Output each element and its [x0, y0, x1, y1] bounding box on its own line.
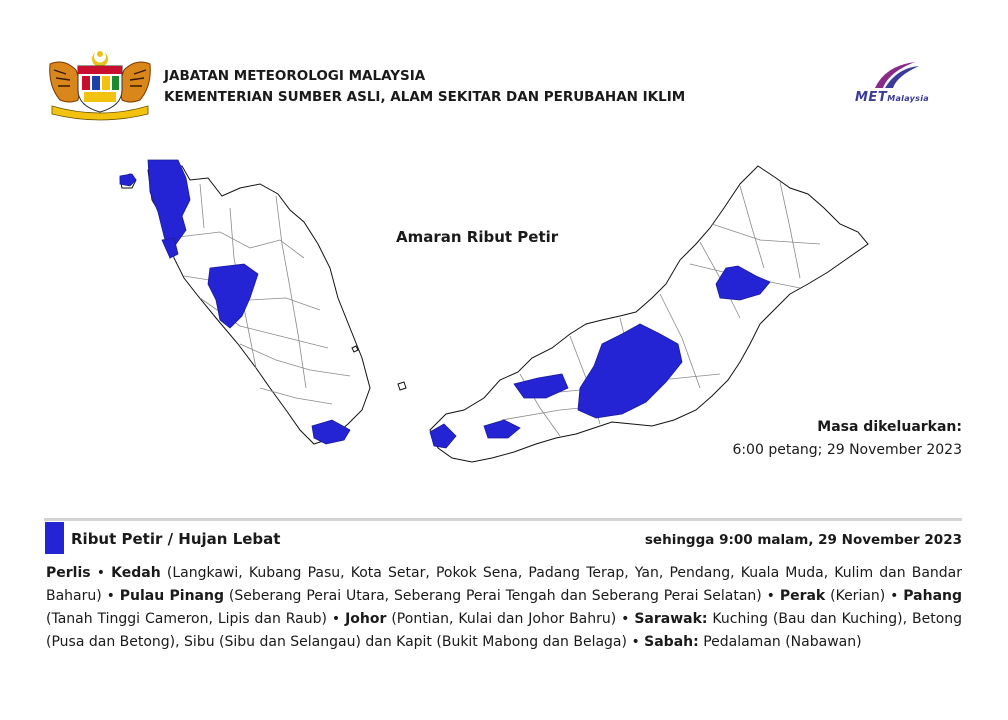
state-sarawak: Sarawak: — [634, 611, 708, 627]
issued-label: Masa dikeluarkan: — [817, 419, 962, 435]
state-pahang: Pahang — [903, 588, 963, 604]
areas-kedah: (Langkawi, Kubang Pasu, Kota Setar, Pokok Sena, Padang Terap, Yan, Pendang, Kuala Muda, Kulim dan Bandar Baharu) — [46, 565, 963, 604]
warning-areas-text — [46, 562, 962, 654]
section-divider — [44, 518, 962, 521]
valid-until: sehingga 9:00 malam, 29 November 2023 — [644, 532, 962, 548]
areas-sarawak: Kuching (Bau dan Kuching), Betong (Pusa dan Betong), Sibu (Sibu dan Selangau) dan Kapit (Bukit Mabong dan Belaga) — [46, 611, 963, 650]
legend-label: Ribut Petir / Hujan Lebat — [71, 530, 281, 548]
separator: • — [106, 588, 115, 604]
areas-sabah: Pedalaman (Nabawan) — [703, 634, 862, 650]
state-johor: Johor — [345, 611, 387, 627]
areas-pahang: (Tanah Tinggi Cameron, Lipis dan Raub) — [46, 611, 327, 627]
state-perlis: Perlis — [46, 565, 91, 581]
areas-johor: (Pontian, Kulai dan Johor Bahru) — [391, 611, 617, 627]
ministry-name: KEMENTERIAN SUMBER ASLI, ALAM SEKITAR DAN PERUBAHAN IKLIM — [164, 89, 686, 105]
legend-swatch — [45, 522, 64, 554]
separator: • — [890, 588, 899, 604]
areas-perak: (Kerian) — [830, 588, 886, 604]
separator: • — [766, 588, 775, 604]
separator: • — [631, 634, 640, 650]
met-logo-text: METMalaysia — [855, 90, 929, 105]
state-kedah: Kedah — [111, 565, 161, 581]
met-malaysia-logo — [855, 62, 965, 108]
state-perak: Perak — [779, 588, 826, 604]
separator: • — [331, 611, 341, 627]
org-name: JABATAN METEOROLOGI MALAYSIA — [164, 68, 426, 84]
separator: • — [96, 565, 106, 581]
areas-pulau-pinang: (Seberang Perai Utara, Seberang Perai Tengah dan Seberang Perai Selatan) — [228, 588, 762, 604]
issued-time: 6:00 petang; 29 November 2023 — [732, 442, 962, 458]
state-pulau-pinang: Pulau Pinang — [119, 588, 224, 604]
malaysia-coat-of-arms-icon — [44, 44, 156, 122]
separator: • — [621, 611, 630, 627]
state-sabah: Sabah: — [644, 634, 699, 650]
map-title: Amaran Ribut Petir — [396, 228, 559, 246]
